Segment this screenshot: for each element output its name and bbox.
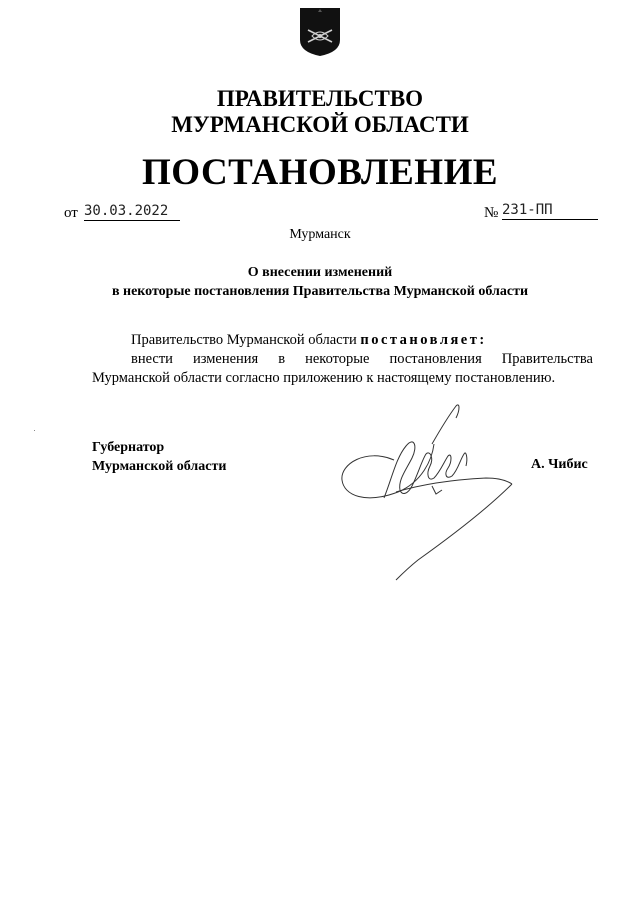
date-label: от bbox=[64, 205, 78, 221]
body-line3: Мурманской области согласно приложению к настоящему постановлению. bbox=[92, 370, 556, 386]
coat-of-arms-icon bbox=[298, 6, 342, 58]
document-body bbox=[92, 331, 593, 388]
subject-line2: в некоторые постановления Правительства Мурманской области bbox=[111, 284, 529, 299]
body-resolves: постановляет: bbox=[360, 332, 487, 348]
date-value: 30.03.2022 bbox=[84, 203, 180, 221]
handwritten-signature bbox=[336, 400, 526, 585]
body-line2: внести изменения в некоторые постановления Правительства bbox=[131, 351, 593, 367]
signer-title-line1: Губернатор bbox=[92, 440, 165, 455]
city-name: Мурманск bbox=[289, 227, 351, 242]
signer-title-line2: Мурманской области bbox=[92, 459, 227, 474]
signer-name: А. Чибис bbox=[531, 457, 588, 472]
body-intro-paragraph bbox=[92, 331, 593, 350]
organization-title bbox=[0, 86, 640, 138]
scan-speck bbox=[34, 430, 35, 431]
subject-line1: О внесении изменений bbox=[247, 265, 393, 280]
organization-title-line2: МУРМАНСКОЙ ОБЛАСТИ bbox=[171, 112, 469, 137]
body-intro: Правительство Мурманской области bbox=[131, 332, 357, 348]
organization-title-line1: ПРАВИТЕЛЬСТВО bbox=[216, 86, 424, 111]
number-label: № bbox=[484, 205, 499, 221]
document-subject bbox=[0, 263, 640, 301]
signer-title bbox=[92, 438, 226, 476]
number-value: 231-ПП bbox=[502, 202, 598, 220]
document-type-title: ПОСТАНОВЛЕНИЕ bbox=[141, 152, 499, 193]
